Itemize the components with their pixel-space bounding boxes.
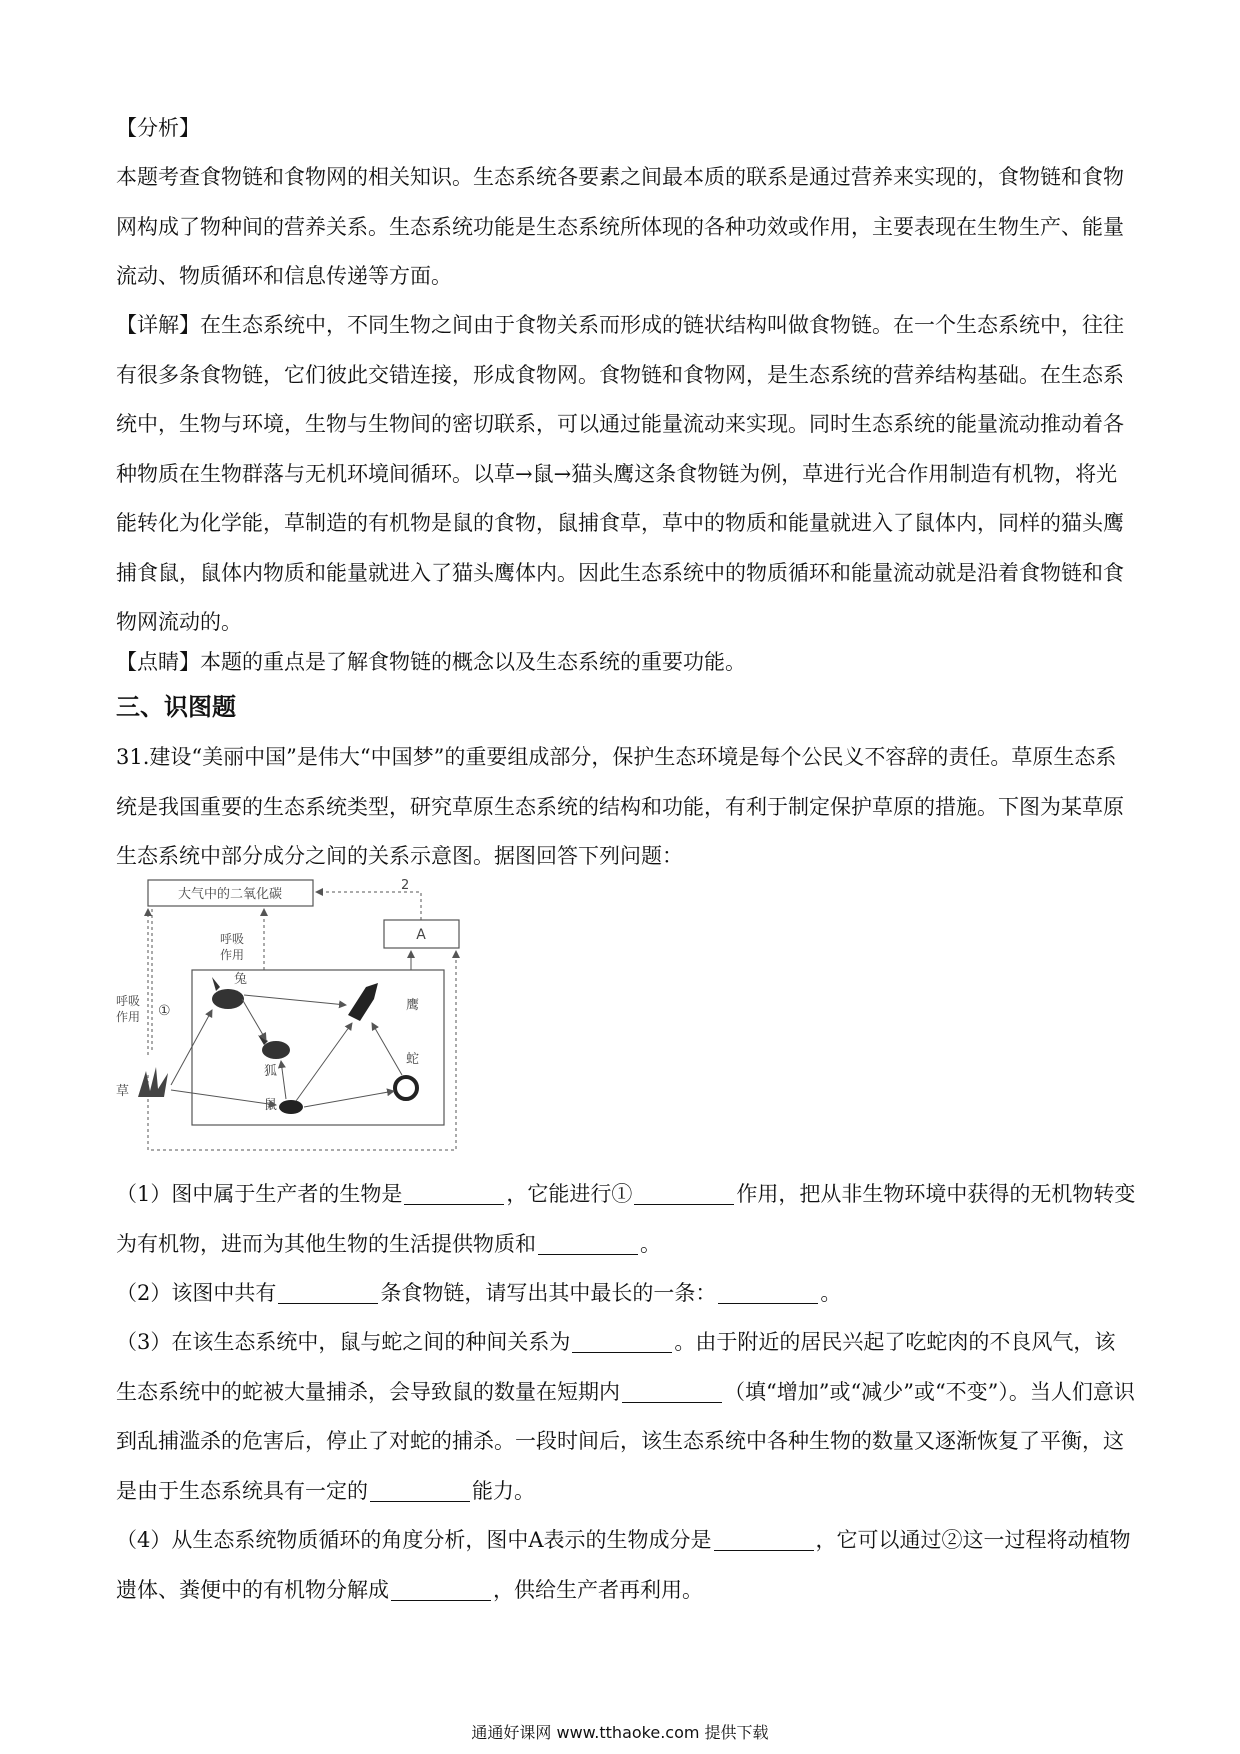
snake-icon	[395, 1077, 417, 1099]
resp-label-mid-2: 作用	[220, 948, 245, 962]
sub2-text-c: 。	[820, 1281, 842, 1305]
resp-label-left-1: 呼吸	[116, 994, 141, 1008]
answer-blank[interactable]	[718, 1281, 818, 1304]
sub3-text-b: 。由于附近的居民兴起了吃蛇肉的不良风气，该生态系统中的蛇被大量捕杀，会导致鼠的数量在短期内	[116, 1330, 1116, 1404]
detail-text: 在生态系统中，不同生物之间由于食物关系而形成的链状结构叫做食物链。在一个生态系统中，往往有很多条食物链，它们彼此交错连接，形成食物网。食物链和食物网，是生态系统的营养结构基础。在生态系统中，生物与环境，生物与生物间的密切联系，可以通过能量流动来实现。同时生态系统的能量流动推动着各种物质在生物群落与无机环境间循环。以草→鼠→猫头鹰这条食物链为例，草进行光合作用制造有机物，将光能转化为化学能，草制造的有机物是鼠的食物，鼠捕食草，草中的物质和能量就进入了鼠体内，同样的猫头鹰捕食鼠，鼠体内物质和能量就进入了猫头鹰体内。因此生态系统中的物质循环和能量流动就是沿着食物链和食物网流动的。	[116, 313, 1124, 634]
answer-blank[interactable]	[634, 1182, 734, 1205]
answer-blank[interactable]	[714, 1528, 814, 1551]
snake-label: 蛇	[406, 1052, 420, 1067]
ecosystem-diagram	[116, 875, 476, 1160]
answer-blank[interactable]	[622, 1380, 722, 1403]
comment-paragraph	[116, 638, 1136, 688]
sub-question-2	[116, 1269, 1136, 1319]
comment-label: 【点睛】	[116, 650, 200, 674]
sub3-text-d: 能力。	[472, 1478, 535, 1503]
mouse-icon	[279, 1100, 303, 1114]
sub2-text-a: （2）该图中共有	[116, 1281, 277, 1305]
sub1-text-c: 作用，把从非生物环境中获得的无机物转变为有机物，进而为其他生物的生活提供物质和	[116, 1182, 1136, 1256]
sub-question-1	[116, 1170, 1136, 1269]
sub1-text-b: ，它能进行①	[506, 1182, 633, 1206]
rabbit-label: 兔	[234, 972, 248, 987]
detail-label: 【详解】	[116, 313, 200, 337]
sub2-text-b: 条食物链，请写出其中最长的一条：	[380, 1281, 717, 1305]
label-2: 2	[401, 878, 410, 893]
answer-blank[interactable]	[370, 1479, 470, 1502]
sub-question-3	[116, 1318, 1136, 1516]
fox-icon	[258, 1035, 290, 1059]
resp-label-left-2: 作用	[116, 1010, 141, 1024]
eagle-icon	[348, 983, 378, 1021]
answer-blank[interactable]	[278, 1281, 378, 1304]
answer-blank[interactable]	[404, 1182, 504, 1205]
a-label: A	[416, 927, 426, 943]
mouse-label: 鼠	[264, 1098, 278, 1113]
answer-blank[interactable]	[391, 1578, 491, 1601]
grass-label: 草	[116, 1084, 130, 1099]
eagle-label: 鹰	[406, 998, 420, 1013]
grass-icon	[138, 1067, 168, 1097]
sub4-text-a: （4）从生态系统物质循环的角度分析，图中A表示的生物成分是	[116, 1528, 712, 1552]
question-stem: 31.建设“美丽中国”是伟大“中国梦”的重要组成部分，保护生态环境是每个公民义不容辞的责任。草原生态系统是我国重要的生态系统类型，研究草原生态系统的结构和功能，有利于制定保护草原的措施。下图为某草原生态系统中部分成分之间的关系示意图。据图回答下列问题：	[116, 745, 1124, 868]
sub1-text-d: 。	[640, 1231, 661, 1256]
sub-question-4	[116, 1516, 1136, 1615]
analysis-label: 【分析】	[116, 116, 200, 140]
resp-label-mid-1: 呼吸	[220, 932, 245, 946]
answer-blank[interactable]	[538, 1232, 638, 1255]
section-heading: 三、识图题	[116, 693, 236, 721]
analysis-text: 本题考查食物链和食物网的相关知识。生态系统各要素之间最本质的联系是通过营养来实现的，食物链和食物网构成了物种间的营养关系。生态系统功能是生态系统所体现的各种功效或作用，主要表现在生物生产、能量流动、物质循环和信息传递等方面。	[116, 165, 1124, 288]
answer-blank[interactable]	[572, 1330, 672, 1353]
sub3-text-c: （填“增加”或“减少”或“不变”）。当人们意识到乱捕滥杀的危害后，停止了对蛇的捕杀。一段时间后，该生态系统中各种生物的数量又逐渐恢复了平衡，这是由于生态系统具有一定的	[116, 1379, 1135, 1503]
label-1: ①	[158, 1003, 171, 1019]
sub4-text-b: ，它可以通过②这一过程将动植物遗体、粪便中的有机物分解成	[116, 1528, 1131, 1602]
comment-text: 本题的重点是了解食物链的概念以及生态系统的重要功能。	[200, 650, 746, 674]
sub3-text-a: （3）在该生态系统中，鼠与蛇之间的种间关系为	[116, 1330, 571, 1354]
fox-label: 狐	[264, 1064, 278, 1079]
page-footer: 通通好课网 www.tthaoke.com 提供下载	[471, 1723, 769, 1742]
sub4-text-c: ，供给生产者再利用。	[493, 1577, 703, 1602]
co2-label: 大气中的二氧化碳	[177, 887, 283, 902]
sub1-text-a: （1）图中属于生产者的生物是	[116, 1182, 403, 1206]
detail-paragraph	[116, 301, 1136, 648]
